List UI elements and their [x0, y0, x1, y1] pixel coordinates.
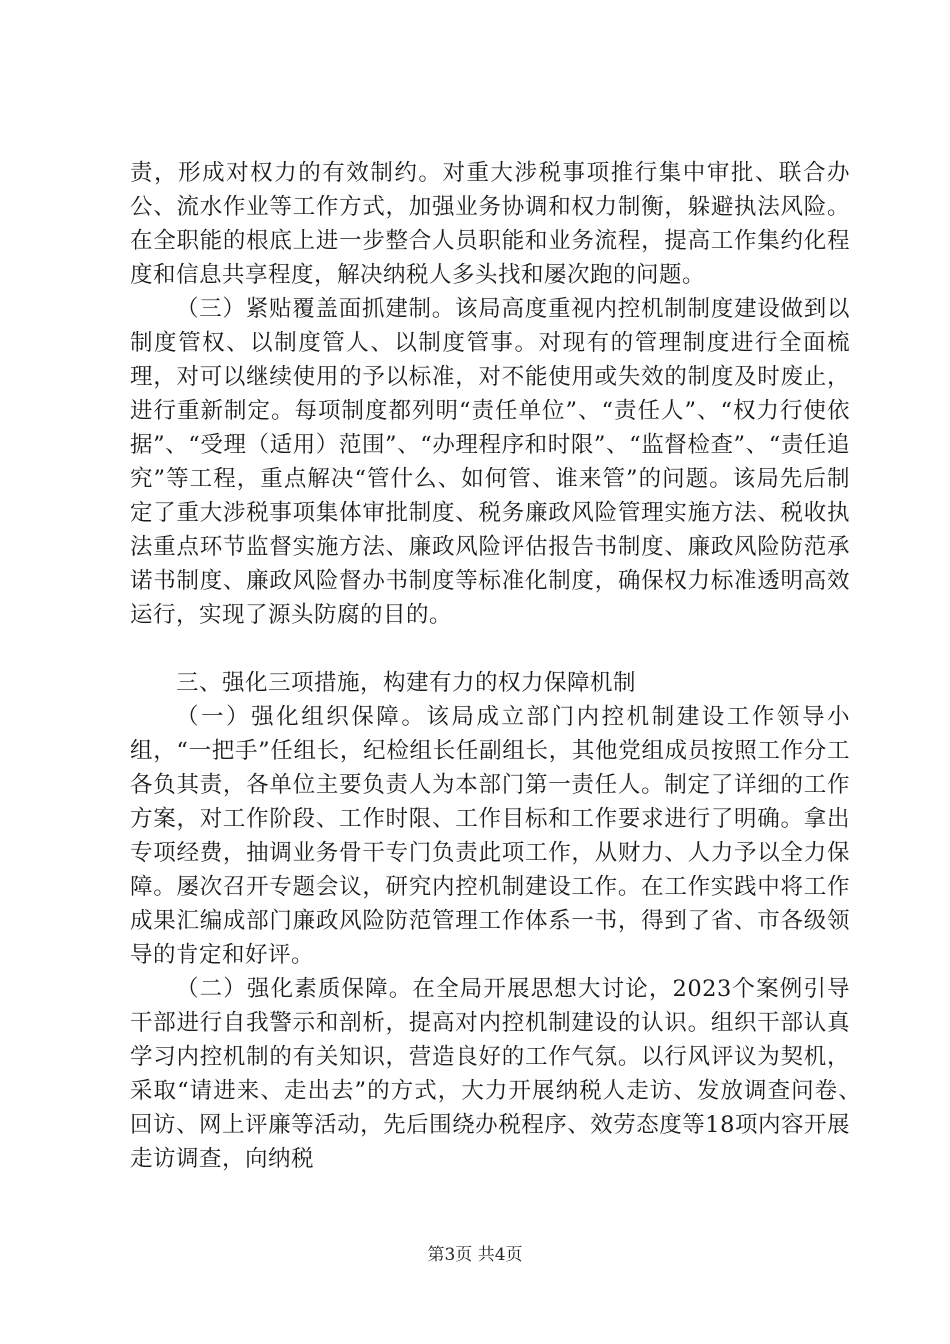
paragraph-organization-guarantee: （一）强化组织保障。该局成立部门内控机制建设工作领导小组，“一把手”任组长，纪检组长任副组长，其他党组成员按照工作分工各负其责，各单位主要负责人为本部门第一责任人。制定了详细的工作方案，对工作阶段、工作时限、工作目标和工作要求进行了明确。拿出专项经费，抽调业务骨干专门负责此项工作，从财力、人力予以全力保障。屡次召开专题会议，研究内控机制建设工作。在工作实践中将工作成果汇编成部门廉政风险防范管理工作体系一书，得到了省、市各级领导的肯定和好评。 [130, 704, 850, 968]
page-number-footer: 第3页 共4页 [427, 1245, 523, 1265]
document-body [130, 156, 897, 1176]
paragraph-continuation: 责，形成对权力的有效制约。对重大涉税事项推行集中审批、联合办公、流水作业等工作方式，加强业务协调和权力制衡，躲避执法风险。在全职能的根底上进一步整合人员职能和业务流程，提高工作集约化程度和信息共享程度，解决纳税人多头找和屡次跑的问题。 [130, 160, 850, 288]
paragraph-section-three-item: （三）紧贴覆盖面抓建制。该局高度重视内控机制制度建设做到以制度管权、以制度管人、以制度管事。对现有的管理制度进行全面梳理，对可以继续使用的予以标准，对不能使用或失效的制度及时废止，进行重新制定。每项制度都列明“责任单位”、“责任人”、“权力行使依据”、“受理（适用）范围”、“办理程序和时限”、“监督检查”、“责任追究”等工程，重点解决“管什么、如何管、谁来管”的问题。该局先后制定了重大涉税事项集体审批制度、税务廉政风险管理实施方法、税收执法重点环节监督实施方法、廉政风险评估报告书制度、廉政风险防范承诺书制度、廉政风险督办书制度等标准化制度，确保权力标准透明高效运行，实现了源头防腐的目的。 [130, 296, 850, 628]
paragraph-quality-guarantee: （二）强化素质保障。在全局开展思想大讨论，2023个案例引导干部进行自我警示和剖析，提高对内控机制建设的认识。组织干部认真学习内控机制的有关知识，营造良好的工作气氛。以行风评议为契机，采取“请进来、走出去”的方式，大力开展纳税人走访、发放调查问卷、 回访、网上评廉等活动，先后围绕办税程序、效劳态度等18项内容开展走访调查，向纳税 [130, 976, 897, 1172]
section-heading: 三、强化三项措施，构建有力的权力保障机制 [176, 670, 637, 696]
